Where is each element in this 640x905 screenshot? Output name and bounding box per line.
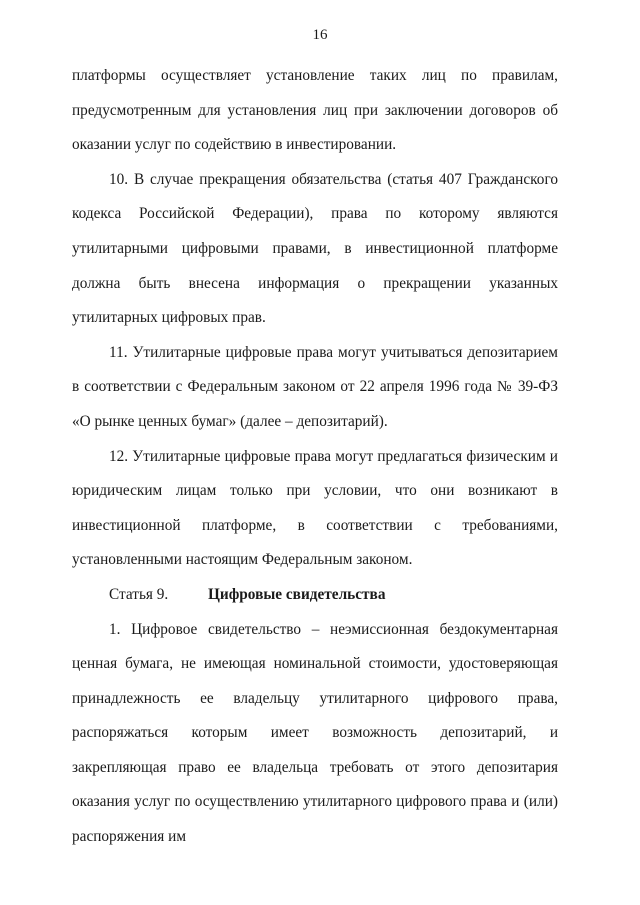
article-paragraph-1: 1. Цифровое свидетельство – неэмиссионная бездокументарная ценная бумага, не имеющая номинальной стоимости, удостоверяющая принадлежность ее владельцу утилитарного цифрового права, распоряжаться которым имеет возможность депозитарий, и закрепляющая право ее владельца требовать от этого депозитария оказания услуг по осуществлению утилитарного цифрового права и (или) распоряжения им — [72, 620, 558, 846]
article-number: Статья 9. — [109, 585, 169, 603]
paragraph-11: 11. Утилитарные цифровые права могут учитываться депозитарием в соответствии с Федеральным законом от 22 апреля 1996 года № 39-ФЗ «О рынке ценных бумаг» (далее – депозитарий). — [72, 343, 558, 430]
document-body — [72, 59, 558, 855]
article-heading — [72, 578, 558, 613]
page-number: 16 — [312, 27, 328, 43]
paragraph-12: 12. Утилитарные цифровые права могут предлагаться физическим и юридическим лицам только при условии, что они возникают в инвестиционной платформе, в соответствии с требованиями, установленными настоящим Федеральным законом. — [72, 447, 558, 569]
paragraph-10: 10. В случае прекращения обязательства (статья 407 Гражданского кодекса Российской Федерации), права по которому являются утилитарными цифровыми правами, в инвестиционной платформе должна быть внесена информация о прекращении указанных утилитарных цифровых прав. — [72, 170, 558, 327]
article-title: Цифровые свидетельства — [208, 585, 386, 603]
paragraph-continuation: платформы осуществляет установление таких лиц по правилам, предусмотренным для установления лиц при заключении договоров об оказании услуг по содействию в инвестировании. — [72, 67, 558, 154]
